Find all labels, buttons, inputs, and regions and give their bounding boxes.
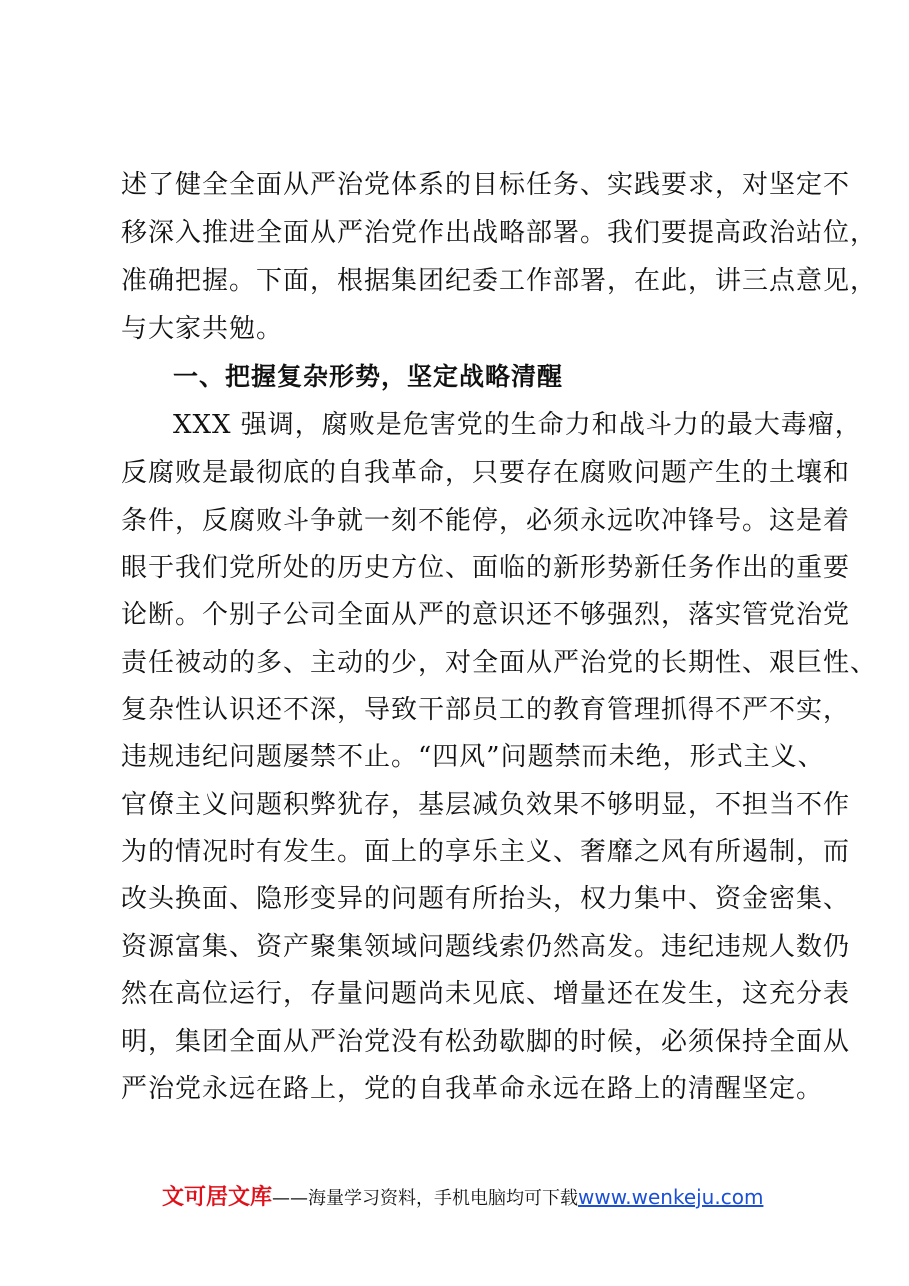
paragraph-line-12: 资源富集、资产聚集领域问题线索仍然高发。违纪违规人数仍 [121, 932, 851, 962]
paragraph-line-15: 严治党永远在路上，党的自我革命永远在路上的清醒坚定。 [121, 1074, 824, 1104]
paragraph-line-13: 然在高位运行，存量问题尚未见底、增量还在发生，这充分表 [121, 979, 851, 1009]
paragraph-line-11: 改头换面、隐形变异的问题有所抬头，权力集中、资金密集、 [121, 884, 851, 914]
section-heading: 一、把握复杂形势，坚定战略清醒 [173, 362, 564, 391]
footer-tagline: ——海量学习资料，手机电脑均可下载 [272, 1188, 579, 1209]
paragraph-line-7: 复杂性认识还不深，导致干部员工的教育管理抓得不严不实， [121, 695, 851, 725]
paragraph-line-4: 眼于我们党所处的历史方位、面临的新形势新任务作出的重要 [121, 553, 851, 583]
intro-line-1: 述了健全全面从严治党体系的目标任务、实践要求，对坚定不 [121, 170, 851, 200]
paragraph-line-14: 明，集团全面从严治党没有松劲歇脚的时候，必须保持全面从 [121, 1027, 851, 1057]
paragraph-line-8: 违规违纪问题屡禁不止。“四风”问题禁而未绝，形式主义、 [121, 742, 825, 772]
paragraph-line-5: 论断。个别子公司全面从严的意识还不够强烈，落实管党治党 [121, 600, 851, 630]
intro-line-4: 与大家共勉。 [121, 314, 284, 344]
intro-line-2: 移深入推进全面从严治党作出战略部署。我们要提高政治站位， [121, 218, 878, 248]
intro-line-3: 准确把握。下面，根据集团纪委工作部署，在此，讲三点意见， [121, 266, 878, 296]
paragraph-line-1: XXX 强调，腐败是危害党的生命力和战斗力的最大毒瘤， [173, 410, 862, 440]
paragraph-line-6: 责任被动的多、主动的少，对全面从严治党的长期性、艰巨性、 [121, 648, 878, 678]
footer-banner [162, 1183, 763, 1213]
paragraph-line-10: 为的情况时有发生。面上的享乐主义、奢靡之风有所遏制，而 [121, 837, 851, 867]
paragraph-line-2: 反腐败是最彻底的自我革命，只要存在腐败问题产生的土壤和 [121, 458, 851, 488]
paragraph-line-9: 官僚主义问题积弊犹存，基层减负效果不够明显，不担当不作 [121, 790, 851, 820]
paragraph-line-3: 条件，反腐败斗争就一刻不能停，必须永远吹冲锋号。这是着 [121, 506, 851, 536]
footer-link[interactable]: www.wenkeju.com [578, 1185, 764, 1209]
footer-brand: 文可居文库 [162, 1185, 273, 1210]
